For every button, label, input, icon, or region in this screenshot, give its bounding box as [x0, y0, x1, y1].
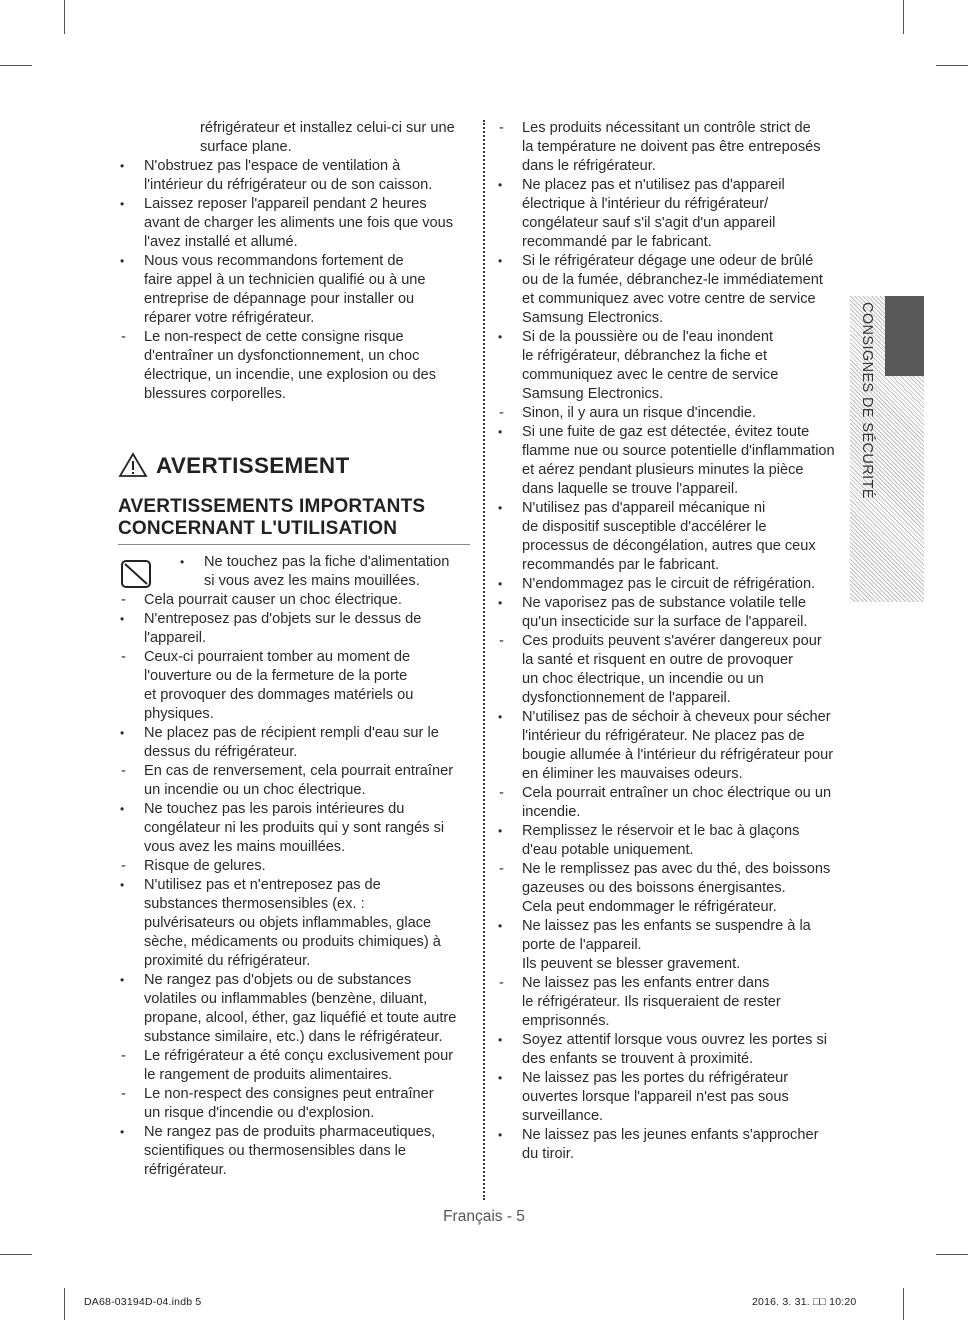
list-item: [496, 917, 850, 974]
text-line: de dispositif susceptible d'accélérer le: [522, 519, 767, 535]
list-item: [496, 176, 850, 252]
crop-mark: [936, 65, 968, 66]
text-line: Samsung Electronics.: [522, 310, 664, 326]
bullet-marker: •: [120, 802, 125, 816]
text-line: l'avez installé et allumé.: [144, 234, 298, 250]
list-item: [496, 252, 850, 328]
dash-marker: -: [499, 975, 504, 991]
list-item: [118, 762, 474, 800]
left-column: [118, 119, 474, 1180]
bullet-marker: •: [120, 197, 125, 211]
text-line: Ne rangez pas de produits pharmaceutiques,: [144, 1124, 436, 1140]
list-item: [118, 328, 474, 404]
bullet-marker: •: [120, 254, 125, 268]
dash-marker: -: [499, 633, 504, 649]
text-line: réfrigérateur.: [144, 1162, 227, 1178]
intro-continuation: [118, 119, 474, 157]
list-item: [496, 594, 850, 632]
text-line: Nous vous recommandons fortement de: [144, 253, 404, 269]
crop-mark: [903, 1288, 904, 1320]
bullet-marker: •: [498, 919, 503, 933]
list-item: [178, 553, 474, 591]
text-line: dans laquelle se trouve l'appareil.: [522, 481, 739, 497]
item-list-right: [496, 119, 850, 1164]
text-line: Si de la poussière ou de l'eau inondent: [522, 329, 774, 345]
text-line: électrique à l'intérieur du réfrigérateur/: [522, 196, 769, 212]
warning-triangle-icon: [118, 452, 148, 478]
list-item: [496, 499, 850, 575]
text-line: Ceux-ci pourraient tomber au moment de: [144, 649, 411, 665]
text-line: Si le réfrigérateur dégage une odeur de brûlé: [522, 253, 814, 269]
text-line: dessus du réfrigérateur.: [144, 744, 298, 760]
text-line: physiques.: [144, 706, 214, 722]
text-line: dans le réfrigérateur.: [522, 158, 656, 174]
do-not-touch-icon: [118, 559, 158, 589]
text-line: propane, alcool, éther, gaz liquéfié et toute autre: [144, 1010, 457, 1026]
section-side-tab-marker: [885, 296, 924, 376]
text-line: Ne laissez pas les portes du réfrigérateur: [522, 1070, 789, 1086]
list-item: [496, 632, 850, 708]
bullet-marker: •: [498, 577, 503, 591]
bullet-marker: •: [498, 1071, 503, 1085]
warning-heading: [118, 452, 474, 478]
text-line: volatiles ou inflammables (benzène, diluant,: [144, 991, 428, 1007]
text-line: réparer votre réfrigérateur.: [144, 310, 315, 326]
icon-item-row: [118, 553, 474, 591]
dash-marker: -: [121, 1048, 126, 1064]
text-line: emprisonnés.: [522, 1013, 610, 1029]
list-item: [496, 328, 850, 404]
text-line: un incendie ou un choc électrique.: [144, 782, 366, 798]
subtitle-line: CONCERNANT L'UTILISATION: [118, 518, 398, 539]
text-line: communiquez avec le centre de service: [522, 367, 779, 383]
bullet-marker: •: [498, 1128, 503, 1142]
text-line: scientifiques ou thermosensibles dans le: [144, 1143, 407, 1159]
page-number: Français - 5: [443, 1208, 525, 1225]
list-item: [118, 876, 474, 971]
bullet-marker: •: [120, 973, 125, 987]
file-name: DA68-03194D-04.indb 5: [84, 1296, 202, 1308]
dash-marker: -: [499, 120, 504, 136]
crop-mark: [0, 1254, 32, 1255]
text-line: Ne touchez pas la fiche d'alimentation: [204, 554, 450, 570]
text-line: le réfrigérateur, débranchez la fiche et: [522, 348, 767, 364]
subtitle-line: AVERTISSEMENTS IMPORTANTS: [118, 496, 426, 517]
dash-marker: -: [121, 858, 126, 874]
dash-marker: -: [121, 763, 126, 779]
list-item: [496, 822, 850, 860]
text-line: congélateur ni les produits qui y sont rangés si: [144, 820, 445, 836]
text-line: Les produits nécessitant un contrôle strict de: [522, 120, 811, 136]
text-line: qu'un insecticide sur la surface de l'appareil.: [522, 614, 808, 630]
text-line: Ces produits peuvent s'avérer dangereux pour: [522, 633, 822, 649]
text-line: congélateur sauf s'il s'agit d'un appareil: [522, 215, 776, 231]
list-item: [118, 591, 474, 610]
text-line: l'appareil.: [144, 630, 207, 646]
text-line: sèche, médicaments ou produits chimiques) à: [144, 934, 441, 950]
text-line: un risque d'incendie ou d'explosion.: [144, 1105, 375, 1121]
dash-marker: -: [499, 405, 504, 421]
dash-marker: -: [499, 785, 504, 801]
text-line: surveillance.: [522, 1108, 604, 1124]
text-line: Ne vaporisez pas de substance volatile telle: [522, 595, 806, 611]
dash-marker: -: [121, 1086, 126, 1102]
text-line: En cas de renversement, cela pourrait entraîner: [144, 763, 454, 779]
text-line: Samsung Electronics.: [522, 386, 664, 402]
bullet-marker: •: [498, 824, 503, 838]
text-line: Soyez attentif lorsque vous ouvrez les portes si: [522, 1032, 828, 1048]
text-line: en éliminer les mauvaises odeurs.: [522, 766, 743, 782]
text-line: porte de l'appareil.: [522, 937, 642, 953]
crop-mark: [0, 65, 32, 66]
column-divider: [483, 120, 485, 1200]
bullet-marker: •: [180, 555, 185, 569]
list-item: [496, 575, 850, 594]
side-tab-label: CONSIGNES DE SÉCURITÉ: [859, 302, 875, 499]
section-subtitle: [118, 496, 470, 545]
text-line: le rangement de produits alimentaires.: [144, 1067, 393, 1083]
bullet-marker: •: [120, 878, 125, 892]
list-item: [118, 648, 474, 724]
text-line: avant de charger les aliments une fois que vous: [144, 215, 454, 231]
list-item: [118, 157, 474, 195]
text-line: le réfrigérateur. Ils risqueraient de rester: [522, 994, 781, 1010]
text-line: Ne placez pas et n'utilisez pas d'appareil: [522, 177, 785, 193]
text-line: bougie allumée à l'intérieur du réfrigérateur pour: [522, 747, 834, 763]
text-line: et provoquer des dommages matériels ou: [144, 687, 414, 703]
text-line: Remplissez le réservoir et le bac à glaçons: [522, 823, 800, 839]
bullet-marker: •: [498, 501, 503, 515]
bullet-marker: •: [498, 254, 503, 268]
text-line: dysfonctionnement de l'appareil.: [522, 690, 731, 706]
text-line: Sinon, il y aura un risque d'incendie.: [522, 405, 756, 421]
crop-mark: [64, 0, 65, 34]
text-line: N'entreposez pas d'objets sur le dessus de: [144, 611, 422, 627]
text-line: Cela peut endommager le réfrigérateur.: [522, 899, 777, 915]
item-list-bottom: [118, 591, 474, 1180]
list-item: [118, 857, 474, 876]
list-item: [496, 404, 850, 423]
dash-marker: -: [499, 861, 504, 877]
dash-marker: -: [121, 592, 126, 608]
list-item: [118, 1123, 474, 1180]
text-line: Le non-respect des consignes peut entraîner: [144, 1086, 434, 1102]
list-item: [118, 195, 474, 252]
bullet-marker: •: [498, 330, 503, 344]
text-line: d'eau potable uniquement.: [522, 842, 694, 858]
list-item: [118, 610, 474, 648]
text-line: l'ouverture ou de la fermeture de la porte: [144, 668, 408, 684]
text-line: l'intérieur du réfrigérateur. Ne placez pas de: [522, 728, 805, 744]
bullet-marker: •: [498, 710, 503, 724]
list-item: [118, 971, 474, 1047]
text-line: Le réfrigérateur a été conçu exclusivement pour: [144, 1048, 454, 1064]
text-line: Ne rangez pas d'objets ou de substances: [144, 972, 412, 988]
text-line: proximité du réfrigérateur.: [144, 953, 311, 969]
list-item: [496, 1069, 850, 1126]
text-line: flamme nue ou source potentielle d'inflammation: [522, 443, 835, 459]
bullet-marker: •: [498, 178, 503, 192]
text-line: processus de décongélation, autres que ceux: [522, 538, 816, 554]
text-line: substances thermosensibles (ex. :: [144, 896, 365, 912]
list-item: [496, 708, 850, 784]
list-item: [496, 119, 850, 176]
date-stamp: 2016. 3. 31. □□ 10:20: [752, 1296, 857, 1308]
text-line: recommandés par le fabricant.: [522, 557, 720, 573]
text-line: N'endommagez pas le circuit de réfrigération.: [522, 576, 816, 592]
text-line: la température ne doivent pas être entreposés: [522, 139, 821, 155]
crop-mark: [64, 1288, 65, 1320]
text-line: surface plane.: [200, 139, 292, 155]
text-line: gazeuses ou des boissons énergisantes.: [522, 880, 786, 896]
text-line: Ne touchez pas les parois intérieures du: [144, 801, 405, 817]
text-line: du tiroir.: [522, 1146, 574, 1162]
text-line: l'intérieur du réfrigérateur ou de son caisson.: [144, 177, 433, 193]
list-item: [496, 974, 850, 1031]
text-line: réfrigérateur et installez celui-ci sur une: [200, 120, 455, 136]
text-line: Ne placez pas de récipient rempli d'eau sur le: [144, 725, 439, 741]
text-line: N'utilisez pas de séchoir à cheveux pour sécher: [522, 709, 831, 725]
text-line: Ne le remplissez pas avec du thé, des boissons: [522, 861, 831, 877]
text-line: électrique, un incendie, une explosion ou des: [144, 367, 437, 383]
text-line: Si une fuite de gaz est détectée, évitez toute: [522, 424, 810, 440]
text-line: N'utilisez pas et n'entreposez pas de: [144, 877, 381, 893]
text-line: un choc électrique, un incendie ou un: [522, 671, 764, 687]
text-line: substance similaire, etc.) dans le réfrigérateur.: [144, 1029, 443, 1045]
bullet-marker: •: [120, 159, 125, 173]
right-column: [496, 119, 850, 1164]
list-item: [496, 860, 850, 917]
item-list-top: [118, 157, 474, 404]
list-item: [496, 423, 850, 499]
text-line: Ne laissez pas les enfants se suspendre à la: [522, 918, 811, 934]
text-line: Laissez reposer l'appareil pendant 2 heures: [144, 196, 427, 212]
text-line: incendie.: [522, 804, 581, 820]
text-line: pulvérisateurs ou objets inflammables, glace: [144, 915, 432, 931]
bullet-marker: •: [498, 1033, 503, 1047]
text-line: Ils peuvent se blesser gravement.: [522, 956, 741, 972]
bullet-marker: •: [120, 726, 125, 740]
text-line: la santé et risquent en outre de provoquer: [522, 652, 793, 668]
bullet-marker: •: [498, 425, 503, 439]
text-line: faire appel à un technicien qualifié ou à une: [144, 272, 426, 288]
list-item: [118, 1047, 474, 1085]
bullet-marker: •: [498, 596, 503, 610]
list-item: [496, 1031, 850, 1069]
dash-marker: -: [121, 329, 126, 345]
text-line: ouvertes lorsque l'appareil n'est pas sous: [522, 1089, 789, 1105]
text-line: Ne laissez pas les jeunes enfants s'approcher: [522, 1127, 819, 1143]
warning-title: AVERTISSEMENT: [156, 452, 350, 478]
text-line: et communiquez avec votre centre de service: [522, 291, 816, 307]
text-line: Le non-respect de cette consigne risque: [144, 329, 404, 345]
text-line: N'obstruez pas l'espace de ventilation à: [144, 158, 401, 174]
bullet-marker: •: [120, 612, 125, 626]
text-line: Cela pourrait entraîner un choc électrique ou un: [522, 785, 832, 801]
text-line: blessures corporelles.: [144, 386, 286, 402]
bullet-marker: •: [120, 1125, 125, 1139]
text-line: N'utilisez pas d'appareil mécanique ni: [522, 500, 766, 516]
list-item: [118, 252, 474, 328]
list-item: [118, 1085, 474, 1123]
list-item: [496, 1126, 850, 1164]
list-item: [118, 800, 474, 857]
crop-mark: [936, 1254, 968, 1255]
crop-mark: [903, 0, 904, 34]
text-line: Risque de gelures.: [144, 858, 266, 874]
text-line: et aérez pendant plusieurs minutes la pièce: [522, 462, 804, 478]
dash-marker: -: [121, 649, 126, 665]
list-item: [496, 784, 850, 822]
text-line: des enfants se trouvent à proximité.: [522, 1051, 754, 1067]
list-item: [118, 724, 474, 762]
text-line: entreprise de dépannage pour installer ou: [144, 291, 415, 307]
text-line: vous avez les mains mouillées.: [144, 839, 346, 855]
text-line: si vous avez les mains mouillées.: [204, 573, 420, 589]
text-line: d'entraîner un dysfonctionnement, un choc: [144, 348, 420, 364]
text-line: recommandé par le fabricant.: [522, 234, 712, 250]
text-line: Ne laissez pas les enfants entrer dans: [522, 975, 770, 991]
text-line: ou de la fumée, débranchez-le immédiatement: [522, 272, 823, 288]
text-line: Cela pourrait causer un choc électrique.: [144, 592, 402, 608]
